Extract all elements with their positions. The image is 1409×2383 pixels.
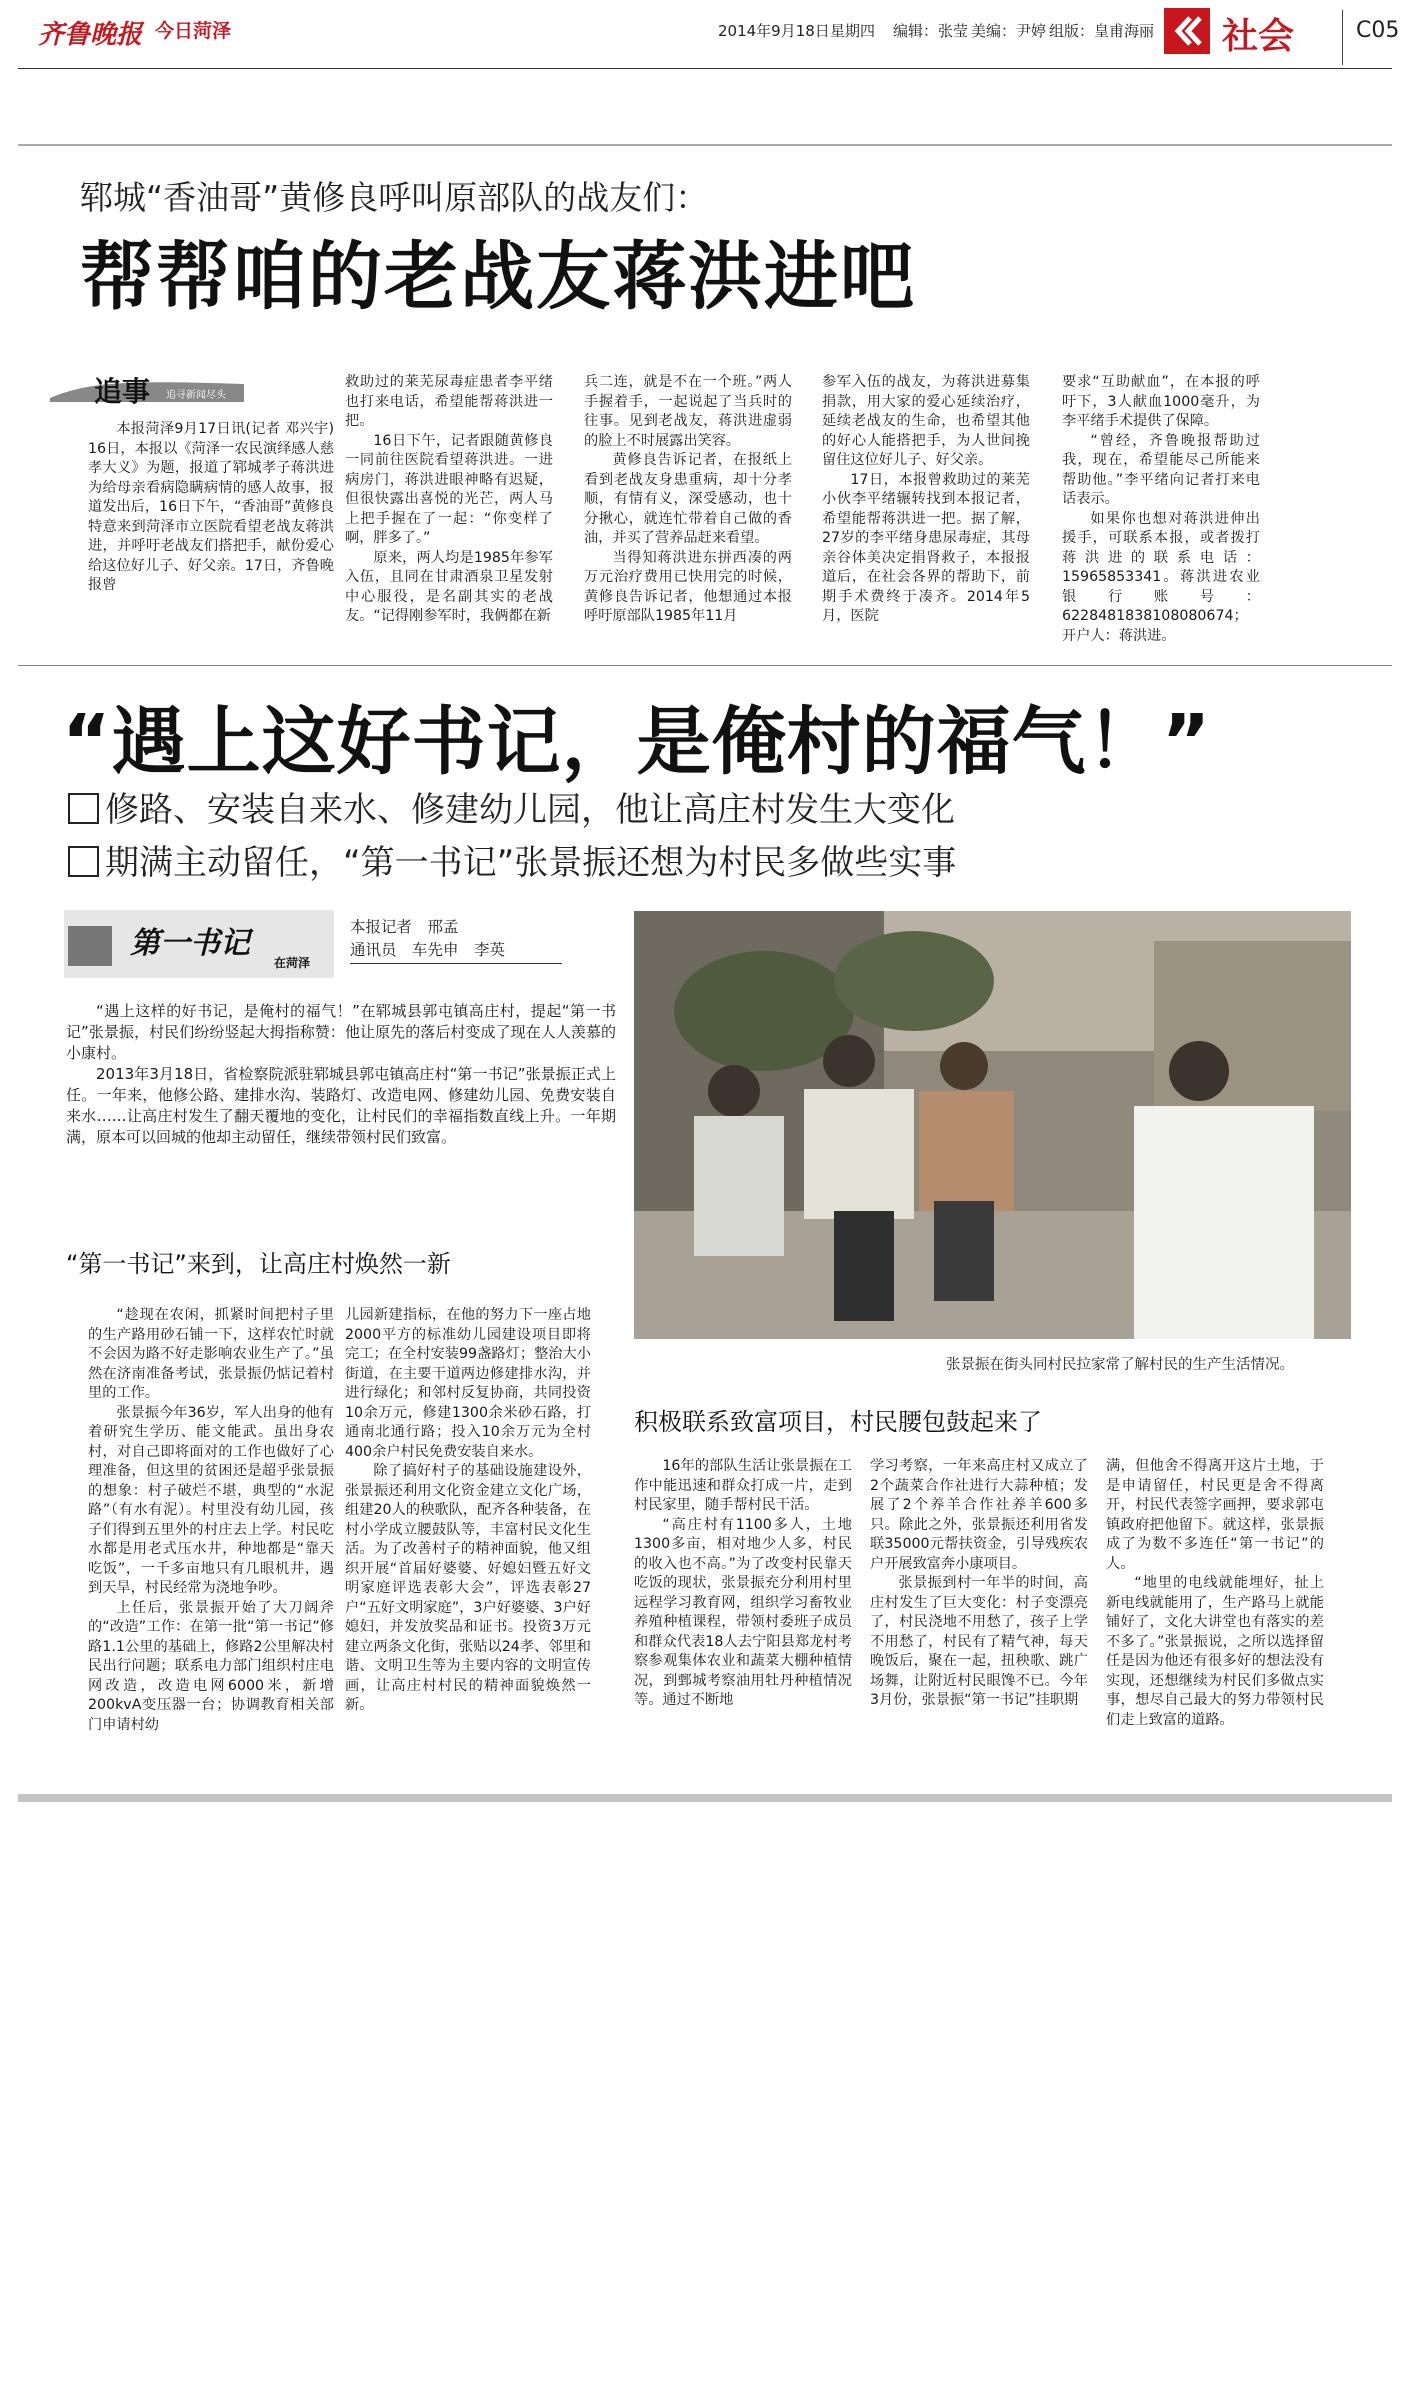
news-photo bbox=[634, 911, 1351, 1339]
paragraph: 上任后，张景振开始了大刀阔斧的“改造”工作：在第一批“第一书记”修路1.1公里的基础上，修路2公里解决村民出行问题；联系电力部门组织村庄电网改造，改造电网6000米，新增200kvA变压器一台；协调教育相关部门申请村幼 bbox=[88, 1599, 334, 1733]
paragraph: 16年的部队生活让张景振在工作中能迅速和群众打成一片，走到村民家里，随手帮村民干活。 bbox=[634, 1458, 852, 1513]
story1-headline: 帮帮咱的老战友蒋洪进吧 bbox=[80, 234, 916, 320]
paragraph: “曾经，齐鲁晚报帮助过我，现在，希望能尽己所能来帮助他。”李平绪向记者打来电话表示。 bbox=[1062, 432, 1260, 507]
paragraph: 兵二连，就是不在一个班。”两人手握着手，一起说起了当兵时的往事。见到老战友，蒋洪进虚弱的脸上不时展露出笑容。 bbox=[584, 374, 792, 449]
story2-column-a bbox=[88, 1306, 334, 1735]
story2-column-e bbox=[1106, 1457, 1324, 1730]
paragraph: 救助过的莱芜尿毒症患者李平绪也打来电话，希望能帮蒋洪进一把。 bbox=[345, 374, 553, 429]
paragraph: 16日下午，记者跟随黄修良一同前往医院看望蒋洪进。一进病房门，蒋洪进眼神略有迟疑，但很快露出喜悦的光芒，两人马上把手握在了一起：“你变样了啊，胖多了。” bbox=[345, 432, 553, 546]
story2-column-c bbox=[634, 1457, 852, 1711]
paragraph: 张景振今年36岁，军人出身的他有着研究生学历、能文能武。虽出身农村，对自己即将面对的工作也做好了心理准备，但这里的贫困还是超乎张景振的想象：村子破烂不堪，典型的“水泥路”（有水有泥）。村里没有幼儿园，孩子们得到五里外的村庄去上学。村民吃水都是用老式压水井，种地都是“靠天吃饭”，一千多亩地只有几眼机井，遇到天旱，村民经常为浇地争吵。 bbox=[88, 1404, 334, 1596]
paragraph: “趁现在农闲，抓紧时间把村子里的生产路用砂石铺一下，这样农忙时就不会因为路不好走影响农业生产了。”虽然在济南准备考试，张景振仍惦记着村里的工作。 bbox=[88, 1307, 334, 1401]
story-divider bbox=[18, 665, 1392, 666]
badge-photo-icon bbox=[68, 926, 112, 966]
story2-headline: “遇上这好书记，是俺村的福气！” bbox=[62, 699, 1212, 785]
story2-deck-line-2 bbox=[68, 835, 956, 884]
paragraph: 原来，两人均是1985年参军入伍，且同在甘肃酒泉卫星发射中心服役，是名副其实的老战友。“记得刚参军时，我俩都在新 bbox=[345, 549, 553, 624]
layout-editor-credit: 组版：皇甫海丽 bbox=[1049, 22, 1155, 40]
story1-column-2 bbox=[345, 373, 553, 627]
story2-column-d bbox=[870, 1457, 1088, 1711]
newspaper-logo: 齐鲁晚报 bbox=[38, 20, 143, 50]
issue-date: 2014年9月18日 bbox=[718, 22, 830, 40]
story2-subhead-2: 积极联系致富项目，村民腰包鼓起来了 bbox=[634, 1408, 1042, 1436]
page-number: C05 bbox=[1356, 18, 1400, 43]
story2-column-badge bbox=[64, 910, 334, 978]
paragraph: 满，但他舍不得离开这片土地，于是申请留任，村民更是舍不得离开，村民代表签字画押，要求郭屯镇政府把他留下。就这样，张景振成了为数不多连任“第一书记”的人。 bbox=[1106, 1458, 1324, 1572]
paragraph: 本报菏泽9月17日讯(记者 邓兴宇) 16日，本报以《菏泽一农民演绎感人慈孝大义》为题，报道了郓城孝子蒋洪进为给母亲看病隐瞒病情的感人故事，报道发出后，16日下午，“香油哥”黄修良特意来到菏泽市立医院看望老战友蒋洪进，并呼吁老战友们搭把手，献份爱心给这位好儿子、好父亲。17日，齐鲁晚报曾 bbox=[88, 421, 334, 593]
paragraph: 如果你也想对蒋洪进伸出援手，可联系本报，或者拨打蒋洪进的联系电话：15965853341。蒋洪进农业银行账号：6228481838108080674；开户人：蒋洪进。 bbox=[1062, 510, 1260, 644]
story1-column-3 bbox=[584, 373, 792, 627]
editor-credit: 编辑：张莹 bbox=[893, 22, 969, 40]
story2-byline-correspondents: 通讯员 车先申 李英 bbox=[350, 941, 506, 959]
story1-column-1 bbox=[88, 420, 334, 596]
story2-column-b bbox=[345, 1306, 591, 1716]
checkbox-bullet-icon bbox=[68, 846, 99, 877]
checkbox-bullet-icon bbox=[68, 793, 99, 824]
badge-title: 第一书记 bbox=[130, 926, 250, 961]
deck-text: 期满主动留任，“第一书记”张景振还想为村民多做些实事 bbox=[105, 843, 957, 883]
story2-byline-reporter: 本报记者 邢孟 bbox=[350, 918, 459, 936]
paragraph: 2013年3月18日，省检察院派驻郓城县郭屯镇高庄村“第一书记”张景振正式上任。一年来，他修公路、建排水沟、装路灯、改造电网、修建幼儿园、免费安装自来水……让高庄村发生了翻天覆地的变化，让村民们的幸福指数直线上升。一年期满，原本可以回城的他却主动留任，继续带领村民们致富。 bbox=[66, 1065, 616, 1146]
paragraph: “高庄村有1100多人，土地1300多亩，相对地少人多，村民的收入也不高。”为了改变村民靠天吃饭的现状，张景振充分利用村里远程学习教育网，组织学习畜牧业养殖种植课程，带领村委班子成员和群众代表18人去宁阳县郑龙村考察参观集体农业和蔬菜大棚种植情况，到鄄城考察油用牡丹种植情况等。通过不断地 bbox=[634, 1516, 852, 1708]
badge-subtitle: 在菏泽 bbox=[274, 956, 311, 970]
section-chevron-icon bbox=[1164, 8, 1210, 54]
badge-subtitle: 追寻新闻尽头 bbox=[166, 390, 226, 401]
section-marker bbox=[1164, 8, 1321, 60]
story2-lead bbox=[66, 1001, 616, 1148]
deck-text: 修路、安装自来水、修建幼儿园，他让高庄村发生大变化 bbox=[105, 790, 955, 830]
photo-caption: 张景振在街头同村民拉家常了解村民的生产生活情况。 bbox=[946, 1357, 1294, 1373]
edition-tag: 今日菏泽 bbox=[155, 20, 232, 42]
paragraph: 17日，本报曾救助过的莱芜小伙李平绪辗转找到本报记者，希望能帮蒋洪进一把。据了解，27岁的李平绪身患尿毒症，其母亲谷体美决定捐肾救子，本报报道后，在社会各界的帮助下，前期手术费终于凑齐。2014年5月，医院 bbox=[822, 471, 1030, 624]
paragraph: 要求“互助献血”，在本报的呼吁下，3人献血1000毫升，为李平绪手术提供了保障。 bbox=[1062, 374, 1260, 429]
header-divider bbox=[1342, 10, 1343, 65]
paragraph: 黄修良告诉记者，在报纸上看到老战友身患重病，却十分孝顺，有情有义，深受感动，也十分揪心，就连忙带着自己做的香油，并买了营养品赶来看望。 bbox=[584, 452, 792, 546]
photo-illustration bbox=[634, 911, 1351, 1339]
byline-rule bbox=[350, 963, 562, 964]
paragraph: 儿园新建指标，在他的努力下一座占地2000平方的标准幼儿园建设项目即将完工；在全村安装99盏路灯；整治大小街道，在主要干道两边修建排水沟，并进行绿化；和邻村反复协商，共同投资10余万元，修建1300余米砂石路，打通南北通行路；投入10余万元为全村400余户村民免费安装自来水。 bbox=[345, 1307, 591, 1460]
header-rule bbox=[18, 68, 1392, 69]
issue-weekday: 星期四 bbox=[830, 22, 876, 40]
footer-rule bbox=[18, 1794, 1392, 1802]
top-rule bbox=[18, 144, 1392, 146]
story1-column-badge bbox=[48, 368, 248, 408]
paragraph: 张景振到村一年半的时间，高庄村发生了巨大变化：村子变漂亮了，村民浇地不用愁了，孩子上学不用愁了，村民有了精气神，每天晚饭后，聚在一起，扭秧歌、跳广场舞，让附近村民眼馋不已。今年3月份，张景振“第一书记”挂职期 bbox=[870, 1575, 1088, 1708]
paragraph: 参军入伍的战友，为蒋洪进募集捐款，用大家的爱心延续治疗，延续老战友的生命，也希望其他的好心人能搭把手，为人世间挽留住这位好儿子、好父亲。 bbox=[822, 374, 1030, 468]
story2-deck-line-1 bbox=[68, 782, 955, 831]
paragraph: 除了搞好村子的基础设施建设外，张景振还利用文化资金建立文化广场，组建20人的秧歌队，配齐各种装备，在村小学成立腰鼓队等，丰富村民文化生活。为了改善村子的精神面貌，他又组织开展“首届好婆婆、好媳妇暨五好文明家庭评选表彰大会”，评选表彰27户“五好文明家庭”，3户好婆婆、3户好媳妇，并发放奖品和证书。投资3万元建立两条文化街，张贴以24孝、邻里和谐、文明卫生等为主要内容的文明宣传画，让高庄村村民的精神面貌焕然一新。 bbox=[345, 1463, 591, 1713]
paragraph: 当得知蒋洪进东拼西凑的两万元治疗费用已快用完的时候，黄修良告诉记者，他想通过本报呼吁原部队1985年11月 bbox=[584, 549, 792, 624]
story1-column-5 bbox=[1062, 373, 1260, 646]
paragraph: “遇上这样的好书记，是俺村的福气！”在郓城县郭屯镇高庄村，提起“第一书记”张景振，村民们纷纷竖起大拇指称赞：他让原先的落后村变成了现在人人羡慕的小康村。 bbox=[66, 1002, 616, 1062]
section-name: 社会 bbox=[1222, 16, 1295, 57]
paragraph: “地里的电线就能埋好，扯上新电线就能用了，生产路马上就能铺好了，文化大讲堂也有落实的差不多了。”张景振说，之所以选择留任是因为他还有很多好的想法没有实现，还想继续为村民们多做点实事，想尽自己最大的努力带领村民们走上致富的道路。 bbox=[1106, 1575, 1324, 1728]
story1-column-4 bbox=[822, 373, 1030, 627]
story2-subhead-1: “第一书记”来到，让高庄村焕然一新 bbox=[66, 1250, 451, 1278]
paragraph: 学习考察，一年来高庄村又成立了2个蔬菜合作社进行大蒜种植；发展了2个养羊合作社养羊600多只。除此之外，张景振还利用省发联35000元帮扶资金，引导残疾农户开展致富奔小康项目。 bbox=[870, 1458, 1088, 1572]
art-editor-credit: 美编：尹婷 bbox=[971, 22, 1047, 40]
story1-kicker: 郓城“香油哥”黄修良呼叫原部队的战友们： bbox=[80, 178, 709, 217]
badge-title: 追事 bbox=[94, 375, 151, 408]
